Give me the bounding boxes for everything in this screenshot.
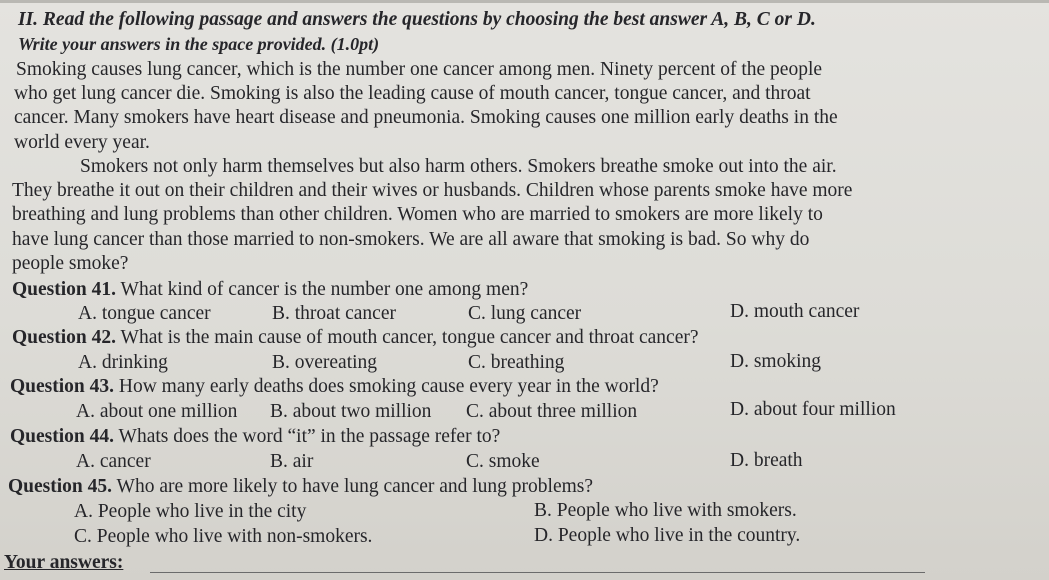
- passage-line: Smokers not only harm themselves but also harm others. Smokers breathe smoke out into the air.: [80, 156, 837, 177]
- option-d: D. People who live in the country.: [534, 525, 801, 546]
- top-divider: [0, 0, 1049, 3]
- passage-line: people smoke?: [12, 253, 129, 274]
- passage-line: who get lung cancer die. Smoking is also the leading cause of mouth cancer, tongue cancer, and throat: [14, 83, 811, 104]
- question-prompt: How many early deaths does smoking cause every year in the world?: [114, 376, 659, 397]
- passage-line: cancer. Many smokers have heart disease and pneumonia. Smoking causes one million early deaths in the: [14, 107, 838, 128]
- option-a: A. People who live in the city: [74, 501, 307, 522]
- answer-writing-line[interactable]: [150, 572, 925, 573]
- passage-line: breathing and lung problems than other children. Women who are married to smokers are more likely to: [12, 204, 823, 225]
- option-b: B. throat cancer: [272, 303, 396, 324]
- option-c: C. about three million: [466, 401, 638, 422]
- question-text: [12, 326, 699, 349]
- option-b: B. People who live with smokers.: [534, 500, 797, 521]
- option-b: B. overeating: [272, 352, 378, 373]
- option-c: C. smoke: [466, 451, 540, 472]
- question-label: Question 43.: [10, 376, 115, 397]
- option-c: C. lung cancer: [468, 303, 582, 324]
- passage-line: world every year.: [14, 132, 150, 153]
- question-label: Question 41.: [12, 279, 117, 300]
- passage-line: They breathe it out on their children and their wives or husbands. Children whose parents smoke have more: [12, 180, 853, 201]
- option-b: B. air: [270, 451, 314, 472]
- option-d: D. smoking: [730, 351, 822, 372]
- question-prompt: Who are more likely to have lung cancer and lung problems?: [112, 476, 594, 497]
- option-a: A. about one million: [76, 401, 238, 422]
- option-a: A. drinking: [78, 352, 168, 373]
- passage-line: have lung cancer than those married to non-smokers. We are all aware that smoking is bad. So why do: [12, 229, 810, 250]
- question-text: [8, 475, 593, 498]
- option-d: D. about four million: [730, 399, 896, 420]
- option-a: A. tongue cancer: [78, 303, 211, 324]
- question-label: Question 44.: [10, 426, 115, 447]
- option-a: A. cancer: [76, 451, 151, 472]
- question-text: [10, 425, 500, 448]
- question-prompt: What kind of cancer is the number one among men?: [116, 279, 529, 300]
- question-label: Question 42.: [12, 327, 117, 348]
- question-label: Question 45.: [8, 476, 113, 497]
- option-c: C. People who live with non-smokers.: [74, 526, 373, 547]
- option-d: D. breath: [730, 450, 803, 471]
- section-instructions: Write your answers in the space provided. (1.0pt): [18, 34, 380, 54]
- question-prompt: Whats does the word “it” in the passage refer to?: [114, 426, 501, 447]
- question-text: [10, 375, 659, 398]
- section-heading: II. Read the following passage and answers the questions by choosing the best answer A, B, C or D.: [18, 9, 816, 30]
- answers-label: Your answers:: [4, 552, 124, 573]
- question-prompt: What is the main cause of mouth cancer, tongue cancer and throat cancer?: [116, 327, 699, 348]
- option-d: D. mouth cancer: [730, 301, 860, 322]
- option-c: C. breathing: [468, 352, 565, 373]
- question-text: [12, 278, 528, 301]
- option-b: B. about two million: [270, 401, 432, 422]
- passage-line: Smoking causes lung cancer, which is the number one cancer among men. Ninety percent of the people: [16, 59, 823, 80]
